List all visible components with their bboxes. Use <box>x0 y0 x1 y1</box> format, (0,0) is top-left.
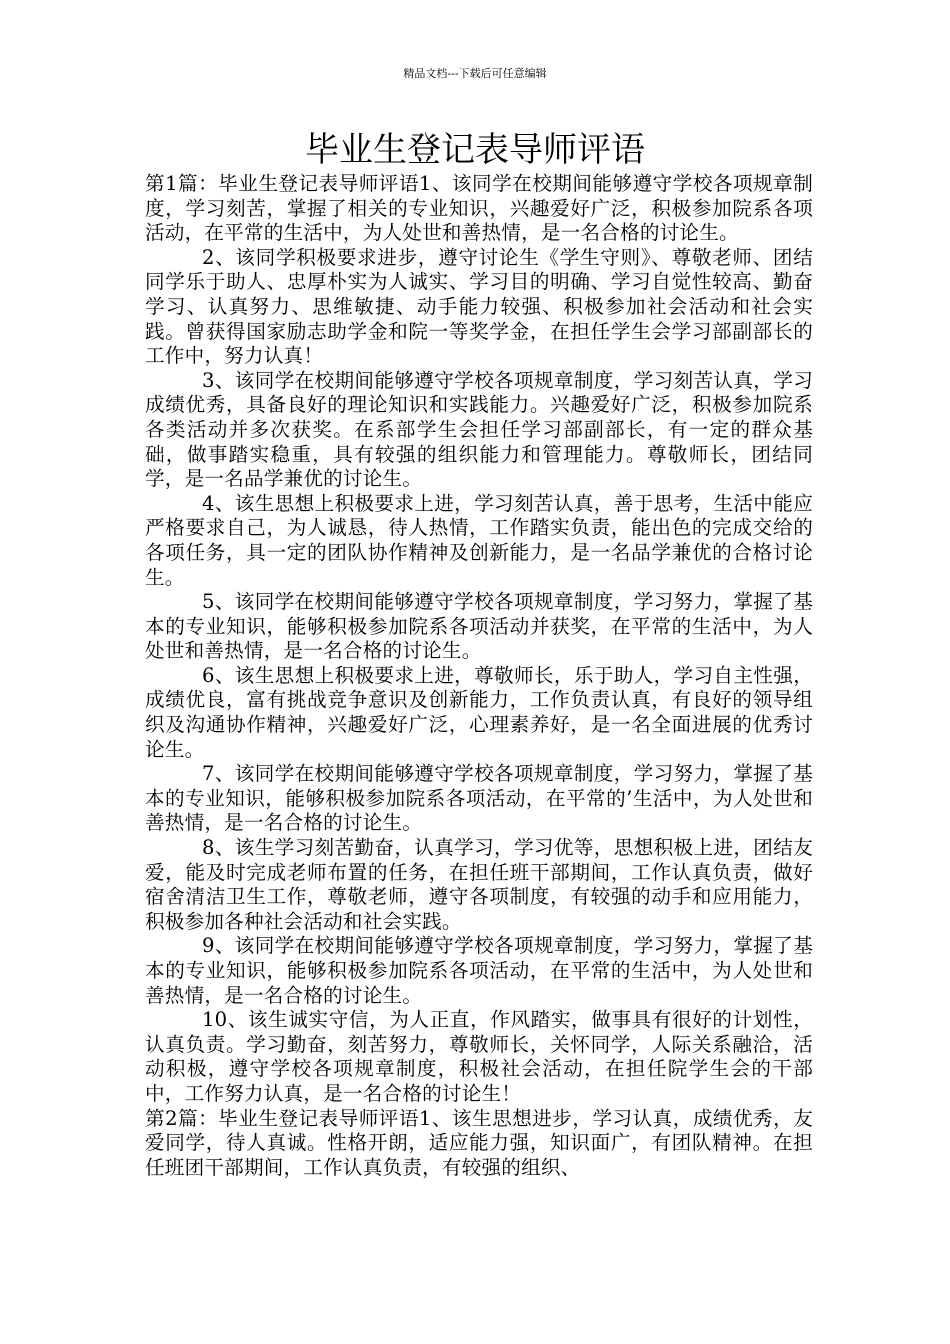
paragraph-part2-intro: 第2篇：毕业生登记表导师评语1、该生思想进步，学习认真，成绩优秀，友爱同学，待人真诚。性格开朗，适应能力强，知识面广，有团队精神。在担任班团干部期间，工作认真负责，有较强的组织、 <box>145 1106 813 1179</box>
document-title: 毕业生登记表导师评语 <box>305 130 645 170</box>
paragraph-item-9: 9、该同学在校期间能够遵守学校各项规章制度，学习努力，掌握了基本的专业知识，能够积极参加院系各项活动，在平常的生活中，为人处世和善热情，是一名合格的讨论生。 <box>145 934 813 1007</box>
paragraph-item-7: 7、该同学在校期间能够遵守学校各项规章制度，学习努力，掌握了基本的专业知识，能够积极参加院系各项活动，在平常的’生活中，为人处世和善热情，是一名合格的讨论生。 <box>145 762 813 835</box>
paragraph-item-6: 6、该生思想上积极要求上进，尊敬师长，乐于助人，学习自主性强，成绩优良，富有挑战竞争意识及创新能力，工作负责认真，有良好的领导组织及沟通协作精神，兴趣爱好广泛，心理素养好，是一名全面进展的优秀讨论生。 <box>145 663 813 761</box>
paragraph-item-4: 4、该生思想上积极要求上进，学习刻苦认真，善于思考，生活中能应严格要求自己，为人诚恳，待人热情，工作踏实负责，能出色的完成交给的各项任务，具一定的团队协作精神及创新能力，是一名品学兼优的合格讨论生。 <box>145 491 813 589</box>
header-note: 精品文档---下载后可任意编辑 <box>403 67 547 80</box>
paragraph-item-5: 5、该同学在校期间能够遵守学校各项规章制度，学习努力，掌握了基本的专业知识，能够积极参加院系各项活动并获奖，在平常的生活中，为人处世和善热情，是一名合格的讨论生。 <box>145 590 813 663</box>
document-body <box>145 172 813 1180</box>
paragraph-item-3: 3、该同学在校期间能够遵守学校各项规章制度，学习刻苦认真，学习成绩优秀，具备良好的理论知识和实践能力。兴趣爱好广泛，积极参加院系各类活动并多次获奖。在系部学生会担任学习部副部长，有一定的群众基础，做事踏实稳重，具有较强的组织能力和管理能力。尊敬师长，团结同学，是一名品学兼优的讨论生。 <box>145 368 813 491</box>
paragraph-item-8: 8、该生学习刻苦勤奋，认真学习，学习优等，思想积极上进，团结友爱，能及时完成老师布置的任务，在担任班干部期间，工作认真负责，做好宿舍清洁卫生工作，尊敬老师，遵守各项制度，有较强的动手和应用能力，积极参加各种社会活动和社会实践。 <box>145 836 813 933</box>
paragraph-item-10: 10、该生诚实守信，为人正直，作风踏实，做事具有很好的计划性，认真负责。学习勤奋，刻苦努力，尊敬师长，关怀同学，人际关系融洽，活动积极，遵守学校各项规章制度，积极社会活动，在担任院学生会的干部中，工作努力认真，是一名合格的讨论生！ <box>145 1008 813 1105</box>
paragraph-part1-intro: 第1篇：毕业生登记表导师评语1、该同学在校期间能够遵守学校各项规章制度，学习刻苦，掌握了相关的专业知识，兴趣爱好广泛，积极参加院系各项活动，在平常的生活中，为人处世和善热情，是一名合格的讨论生。 <box>145 172 813 245</box>
paragraph-item-2: 2、该同学积极要求进步，遵守讨论生《学生守则》、尊敬老师、团结同学乐于助人、忠厚朴实为人诚实、学习目的明确、学习自觉性较高、勤奋学习、认真努力、思维敏捷、动手能力较强、积极参加社会活动和社会实践。曾获得国家励志助学金和院一等奖学金，在担任学生会学习部副部长的工作中，努力认真！ <box>145 245 813 368</box>
